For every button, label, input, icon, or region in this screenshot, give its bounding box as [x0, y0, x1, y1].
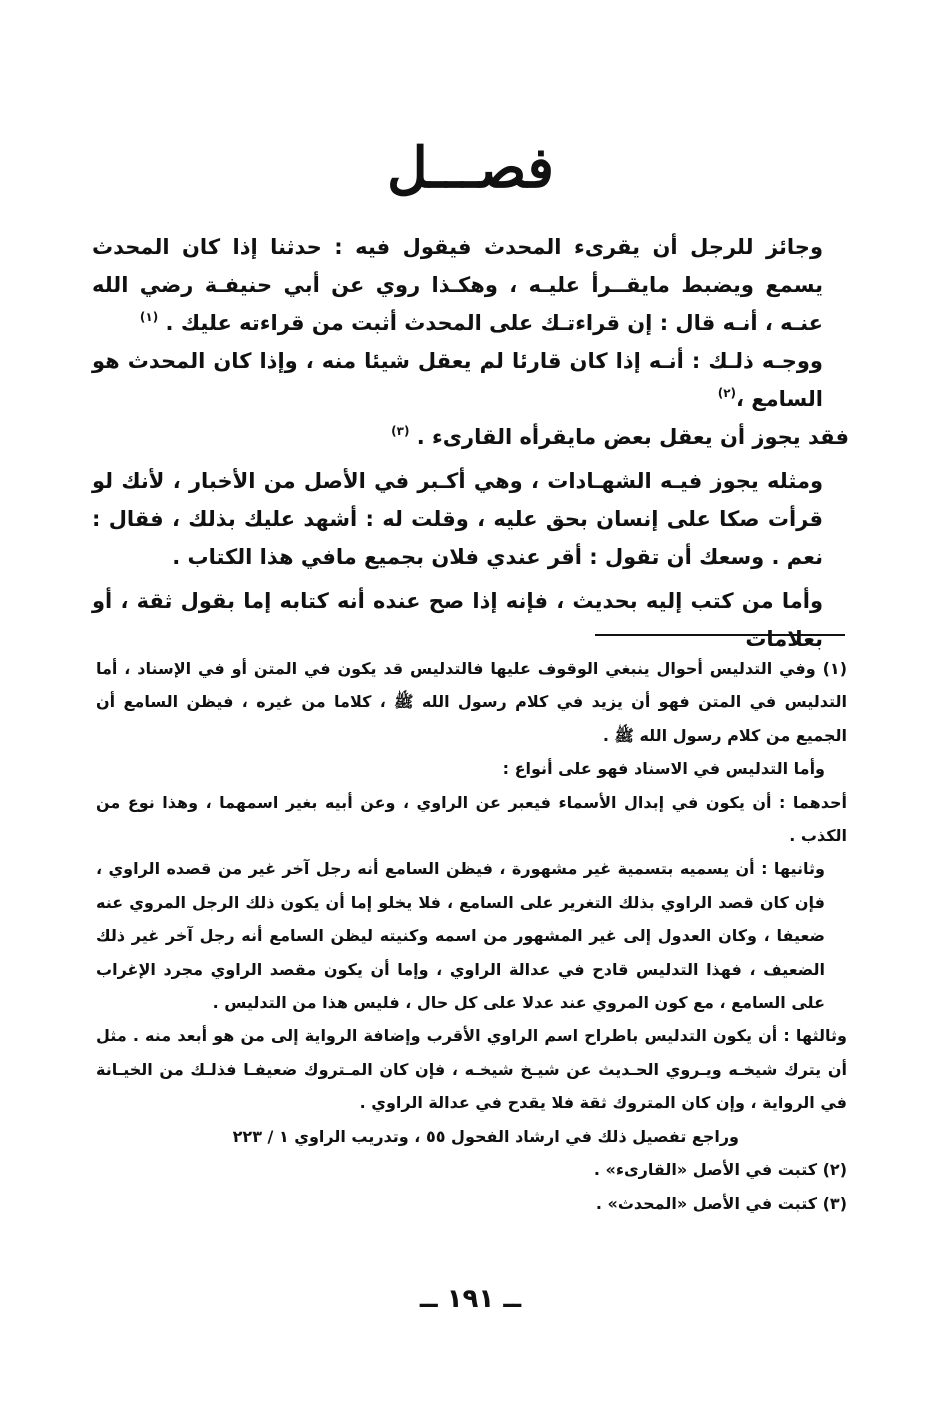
footnote-1-reference: وراجع تفصيل ذلك في ارشاد الفحول ٥٥ ، وتدريب الراوي ١ / ٢٢٣ — [232, 1126, 739, 1146]
footnote-1-third: وثالثها : أن يكون التدليس باطراح اسم الراوي الأقرب وإضافة الرواية إلى من هو أبعد منه . مثل أن يترك شيخـه ويـروي الحـديث عن شيـخ شيخـه ، فإن كان المـتروك ضعيفـا فذلـك من الخيـانة في الرواية ، وإن كان المتروك ثقة فلا يقدح في عدالة الراوي . — [96, 1026, 847, 1113]
paragraph-3: ومثله يجوز فيـه الشهـادات ، وهي أكـبر في الأصل من الأخبار ، لأنك لو قرأت صكا على إنسان بحق عليه ، وقلت له : أشهد عليك بذلك ، فقال : نعم . وسعك أن تقول : أقر عندي فلان بجميع مافي هذا الكتاب . — [92, 469, 823, 569]
footnote-2: (٢) كتبت في الأصل «القارىء» . — [593, 1160, 847, 1180]
paragraph-2 — [92, 342, 849, 418]
footnote-1-second: وثانيها : أن يسميه بتسمية غير مشهورة ، فيظن السامع أنه رجل آخر غير من قصده الراوي ، فإن كان قصد الراوي بذلك التغرير على السامع ، فلا يخلو إما أن يكون ذلك الرجل المروي عنه ضعيفا ، وكان العدول إلى غير المشهور من اسمه وكنيته ليظن السامع أنه رجل آخر غير ذلك الضعيف ، فهذا التدليس قادح في عدالة الراوي ، وإما أن يكون مقصد الراوي مجرد الإغراب على السامع ، مع كون المروي عند عدلا على كل حال ، فليس هذا من التدليس . — [96, 859, 825, 1013]
footnotes — [96, 652, 847, 1220]
footnote-1: (١) وفي التدليس أحوال ينبغي الوقوف عليها فالتدليس قد يكون في المتن أو في الإسناد ، أما التدليس في المتن فهو أن يزيد في كلام رسول الله ﷺ ، كلاما من غيره ، فيظن السامع أن الجميع من كلام رسول الله ﷺ . — [96, 659, 847, 745]
footnote-1-types: وأما التدليس في الاسناد فهو على أنواع : — [502, 759, 825, 779]
footnote-ref-3: (٣) — [391, 424, 410, 438]
footnote-3: (٣) كتبت في الأصل «المحدث» . — [595, 1193, 847, 1213]
paragraph-1 — [92, 228, 849, 342]
footnote-1-first: أحدهما : أن يكون في إبدال الأسماء فيعبر عن الراوي ، وعن أبيه بغير اسمهما ، وهذا نوع من الكذب . — [96, 792, 847, 846]
footnote-ref-2: (٢) — [717, 386, 737, 400]
footnote-ref-1: (١) — [139, 310, 159, 324]
paragraph-2-text: ووجـه ذلـك : أنـه إذا كان قارئا لم يعقل شيئا منه ، وإذا كان المحدث هو السامع ، — [92, 349, 823, 411]
page-number: ــ ١٩١ ــ — [419, 1284, 522, 1314]
section-title: فصـــل — [387, 135, 554, 201]
footnote-separator — [595, 634, 845, 636]
paragraph-2b-text: فقد يجوز أن يعقل بعض مايقرأه القارىء . — [416, 425, 849, 449]
paragraph-4: وأما من كتب إليه بحديث ، فإنه إذا صح عنده أنه كتابه إما بقول ثقة ، أو بعلامات — [92, 589, 823, 651]
paragraph-2-continued — [92, 418, 849, 456]
main-text — [92, 228, 849, 658]
paragraph-1-text: وجائز للرجل أن يقرىء المحدث فيقول فيه : حدثنا إذا كان المحدث يسمع ويضبط مايقــرأ عليـه ، وهكـذا روي عن أبي حنيفـة رضي الله عنـه ، أنـه قال : إن قراءتـك على المحدث أثبت من قراءته عليك . — [92, 235, 823, 335]
